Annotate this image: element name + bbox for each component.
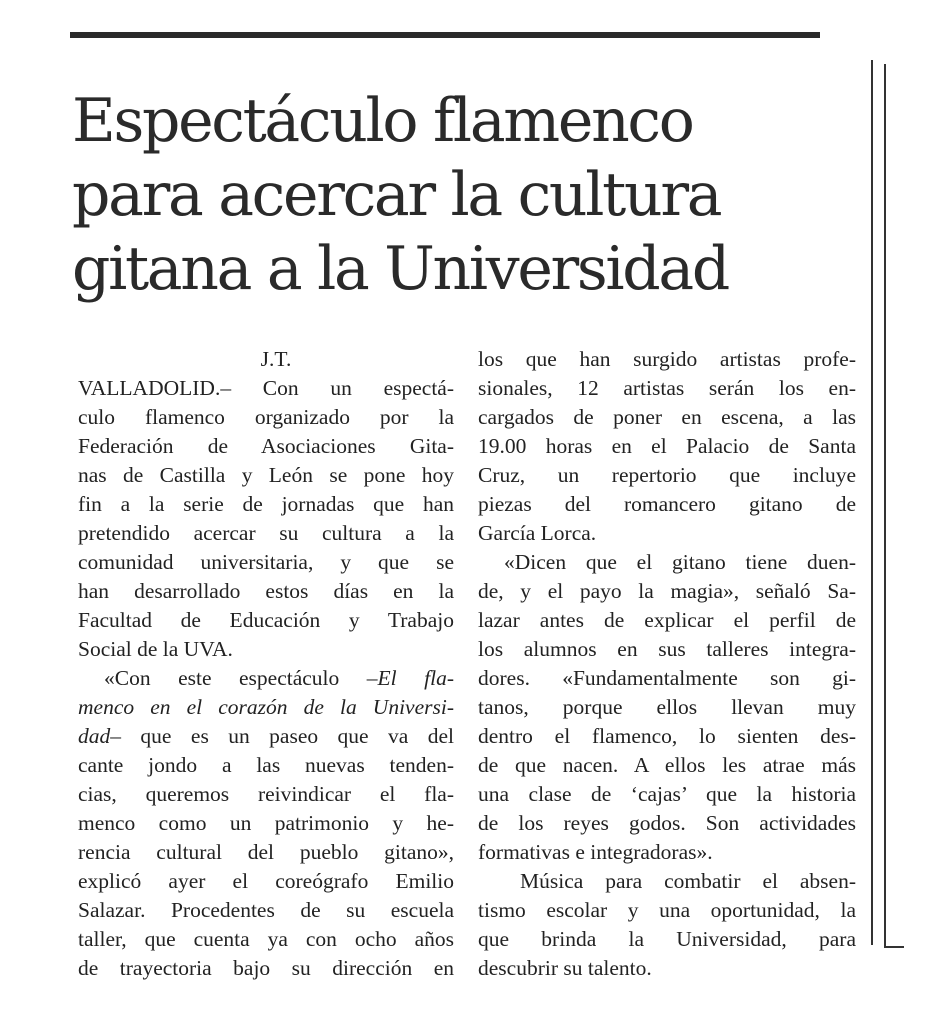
headline-line: gitana a la Universidad [72, 234, 728, 304]
article-column-left [78, 345, 454, 983]
text-line: pretendido acercar su cultura a la [78, 521, 454, 545]
side-rule-foot [884, 946, 904, 948]
text-line: nas de Castilla y León se pone hoy [78, 463, 454, 487]
italic-title: menco en el corazón de la Universi- [78, 695, 454, 719]
text-line: rencia cultural del pueblo gitano», [78, 840, 454, 864]
text-line: Facultad de Educación y Trabajo [78, 608, 454, 632]
text-line: que brinda la Universidad, para [478, 927, 856, 951]
text-line: tanos, porque ellos llevan muy [478, 695, 856, 719]
text-line: descubrir su talento. [478, 956, 652, 980]
text-line: dores. «Fundamentalmente son gi- [478, 666, 856, 690]
text-line: Música para combatir el absen- [520, 869, 856, 893]
paragraph-2-continued [478, 345, 856, 548]
italic-title: dad [78, 724, 111, 748]
text-line: García Lorca. [478, 521, 597, 545]
article-column-right [478, 345, 856, 983]
byline: J.T. [260, 347, 292, 371]
text-line: comunidad universitaria, y que se [78, 550, 454, 574]
text-line: culo flamenco organizado por la [78, 405, 454, 429]
side-rule-inner [871, 60, 873, 945]
paragraph-2 [78, 664, 454, 983]
text-line: los que han surgido artistas profe- [478, 347, 856, 371]
text-line: cargados de poner en escena, a las [478, 405, 856, 429]
text-line: menco como un patrimonio y he- [78, 811, 454, 835]
text-line [78, 693, 454, 722]
text-line [78, 722, 454, 751]
top-rule [70, 32, 820, 38]
text-line: de, y el payo la magia», señaló Sa- [478, 579, 856, 603]
text-run: «Con este espectáculo – [104, 666, 378, 690]
text-line [78, 664, 454, 693]
side-rule-outer [884, 64, 886, 948]
paragraph-1 [78, 374, 454, 664]
text-line: 19.00 horas en el Palacio de Santa [478, 434, 856, 458]
text-line: fin a la serie de jornadas que han [78, 492, 454, 516]
text-line: Salazar. Procedentes de su escuela [78, 898, 454, 922]
text-line: sionales, 12 artistas serán los en- [478, 376, 856, 400]
text-line: Cruz, un repertorio que incluye [478, 463, 856, 487]
text-line: de los reyes godos. Son actividades [478, 811, 856, 835]
headline [72, 84, 832, 306]
text-line: tismo escolar y una oportunidad, la [478, 898, 856, 922]
text-line: explicó ayer el coreógrafo Emilio [78, 869, 454, 893]
text-line: lazar antes de explicar el perfil de [478, 608, 856, 632]
text-line: de trayectoria bajo su dirección en [78, 956, 454, 980]
headline-line: Espectáculo flamenco [72, 86, 693, 156]
text-line: piezas del romancero gitano de [478, 492, 856, 516]
text-line: cante jondo a las nuevas tenden- [78, 753, 454, 777]
text-line: de que nacen. A ellos les atrae más [478, 753, 856, 777]
text-line: «Dicen que el gitano tiene duen- [504, 550, 856, 574]
text-line: taller, que cuenta ya con ocho años [78, 927, 454, 951]
text-line: los alumnos en sus talleres integra- [478, 637, 856, 661]
text-line: han desarrollado estos días en la [78, 579, 454, 603]
paragraph-4 [478, 867, 856, 983]
paragraph-3 [478, 548, 856, 867]
text-line: una clase de ‘cajas’ que la historia [478, 782, 856, 806]
headline-line: para acercar la cultura [72, 160, 721, 230]
text-line: Federación de Asociaciones Gita- [78, 434, 454, 458]
text-line: VALLADOLID.– Con un espectá- [78, 376, 454, 400]
text-line: Social de la UVA. [78, 637, 233, 661]
text-line: formativas e integradoras». [478, 840, 713, 864]
text-run: – que es un paseo que va del [110, 724, 454, 748]
italic-title: El fla- [377, 666, 455, 690]
text-line: dentro el flamenco, lo sienten des- [478, 724, 856, 748]
text-line: cias, queremos reivindicar el fla- [78, 782, 454, 806]
